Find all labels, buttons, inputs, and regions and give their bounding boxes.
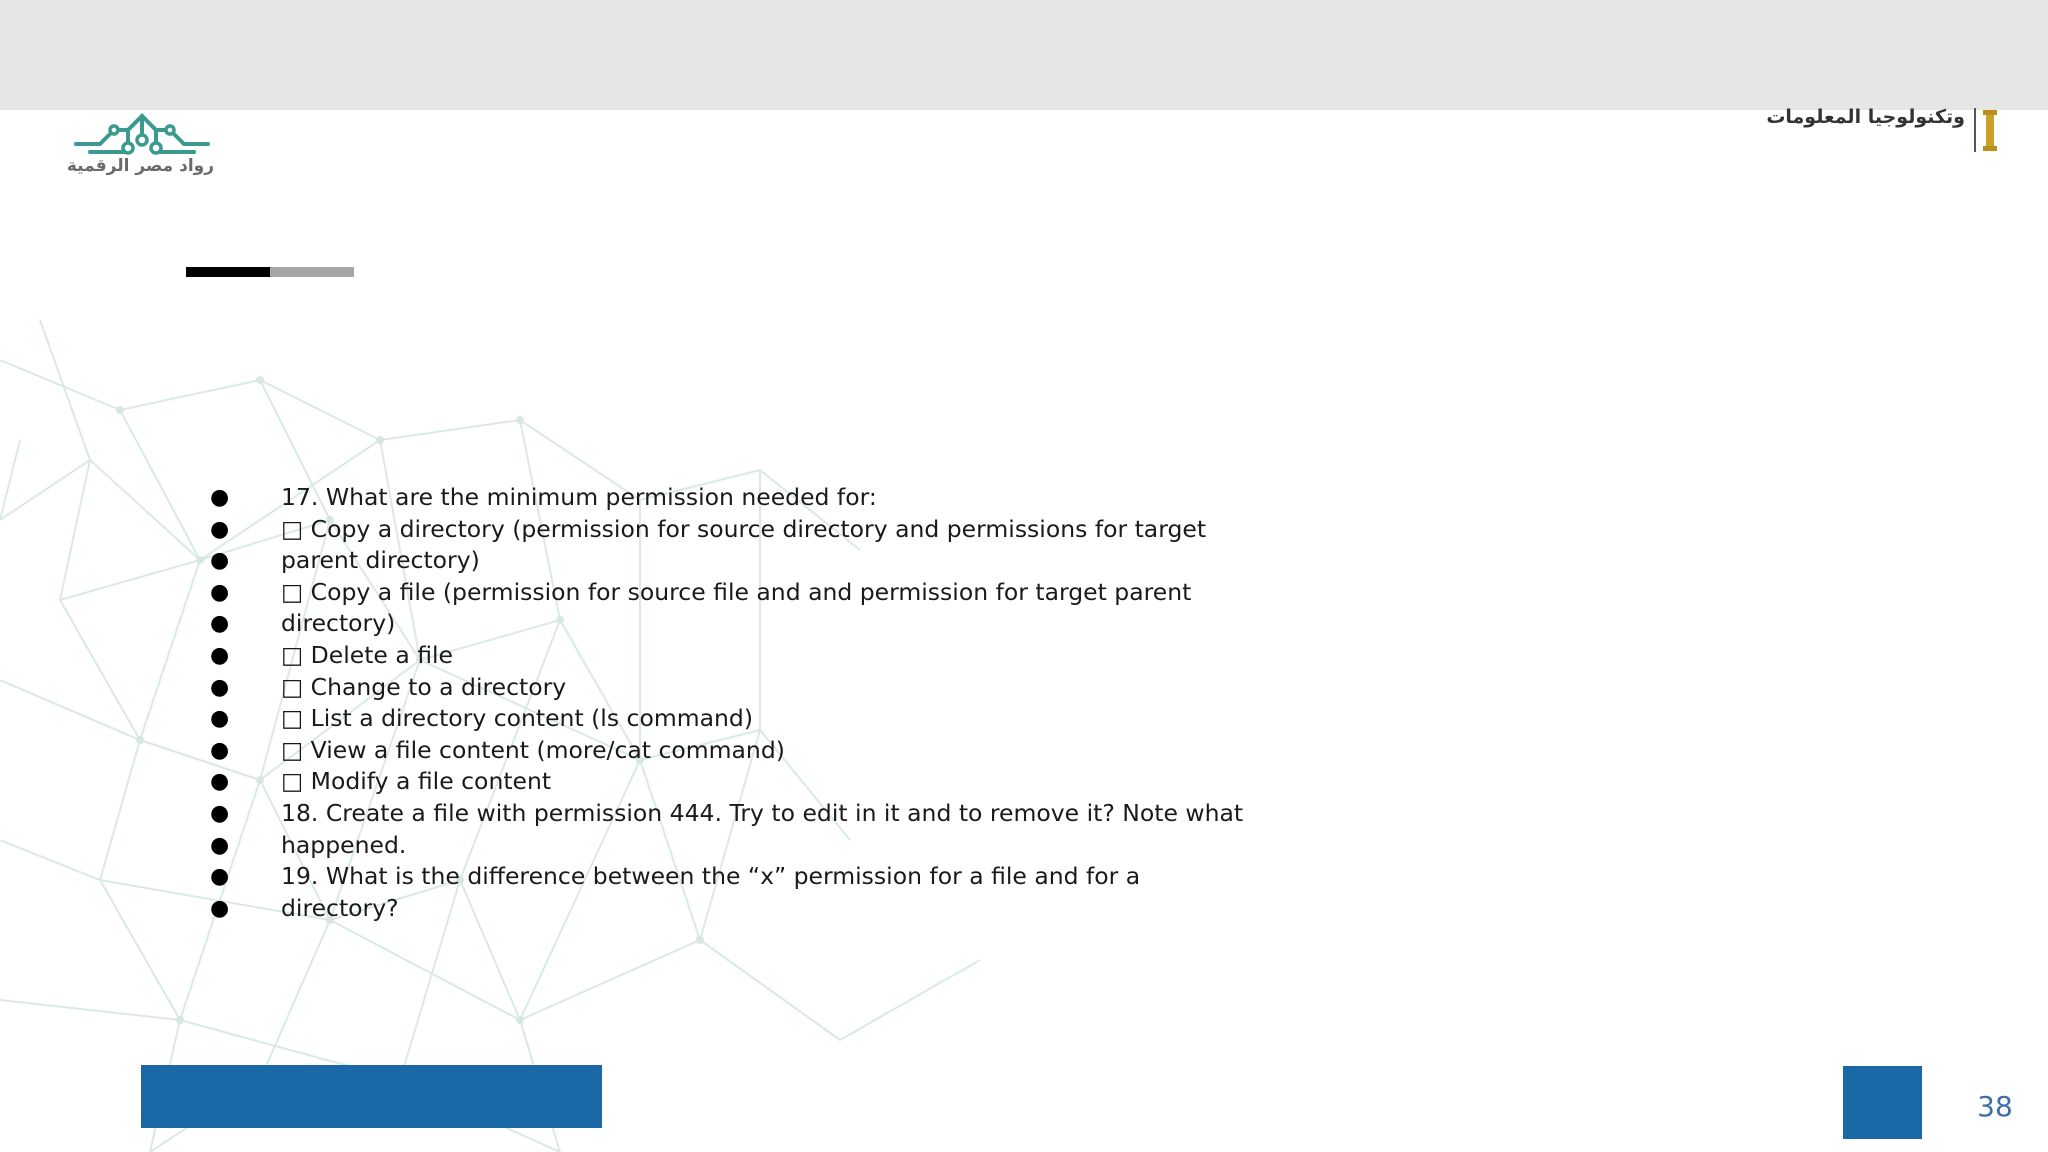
bullet-dot: ● [210,642,230,668]
footer-accent-square [1843,1066,1922,1139]
bullet-dot: ● [210,674,230,700]
left-logo-text: رواد مصر الرقمية [66,156,214,176]
bullet-dot: ● [210,864,230,890]
top-header-band [0,0,2048,110]
bullet-dot: ● [210,548,230,574]
circuit-network-logo-icon [66,108,220,188]
bullet-dot: ● [210,516,230,542]
list-item-text: 17. What are the minimum permission needed for: [281,483,877,511]
list-item-text: □ Delete a file [281,640,454,669]
bullet-dot: ● [210,769,230,795]
right-logo-divider [1974,108,1976,152]
list-item-text: □ Copy a directory (permission for source directory and permissions for target [281,514,1207,543]
list-item-text: □ Copy a file (permission for source file and and permission for target parent [281,577,1192,606]
list-item-text: □ Change to a directory [281,672,567,701]
title-accent-bar-light [270,267,354,277]
ministry-emblem-icon [1980,108,2000,158]
list-item-text: directory) [281,609,396,638]
bullet-dot: ● [210,737,230,763]
bullet-dot: ● [210,579,230,605]
list-item-text: 19. What is the difference between the “x” permission for a file and for a [281,862,1141,891]
page-number: 38 [1977,1090,2013,1123]
list-item-text: □ Modify a file content [281,767,552,796]
list-item-text: □ List a directory content (ls command) [281,704,754,733]
bullet-dot: ● [210,832,230,858]
list-item-text: □ View a file content (more/cat command) [281,735,785,764]
list-item-text: 18. Create a file with permission 444. Try to edit in it and to remove it? Note what [281,798,1244,827]
bullet-dot: ● [210,485,230,510]
list-item-text: parent directory) [281,546,480,575]
title-accent-bar-dark [186,267,270,277]
list-item-text: directory? [281,893,399,922]
bullet-dot: ● [210,611,230,637]
bullet-dot: ● [210,895,230,921]
bullet-dot: ● [210,800,230,826]
footer-accent-bar [141,1065,602,1128]
bullet-dot: ● [210,706,230,732]
list-item-text: happened. [281,830,407,859]
right-logo-text: وتكنولوجيا المعلومات [1766,106,1965,128]
